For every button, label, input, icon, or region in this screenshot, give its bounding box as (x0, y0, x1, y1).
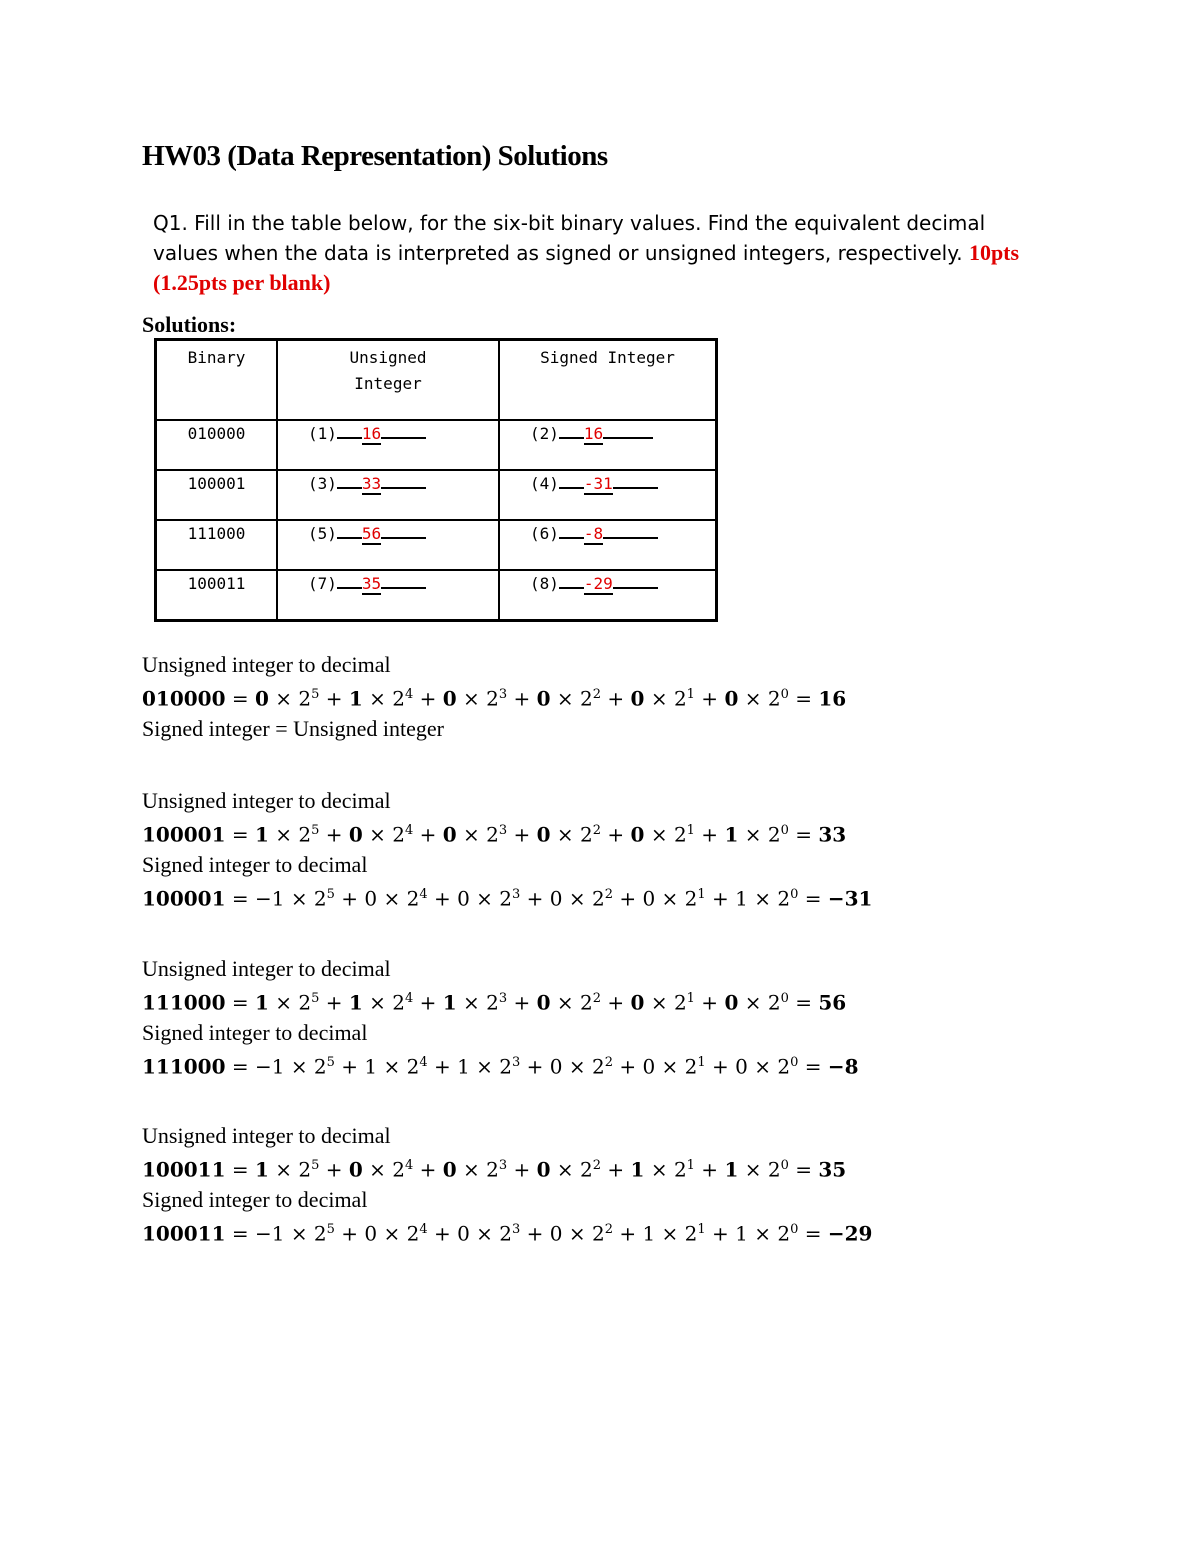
unsigned-cell: (5) 56 (277, 520, 499, 570)
unsigned-cell: (7) 35 (277, 570, 499, 621)
table-row (156, 570, 717, 621)
question-q1 (153, 208, 1053, 298)
equation: $100011 = -1 \times 2^5 + 0 \times 2^4 + 0 \times 2^3 + 0 \times 2^2 + 1 \times 2^1 + 1 \times 2^0 = -29$ (142, 1221, 873, 1246)
binary-cell: 100001 (156, 470, 278, 520)
question-points: 10pts (1.25pts per blank) (153, 240, 1020, 295)
equation: $100001 = -1 \times 2^5 + 0 \times 2^4 + 0 \times 2^3 + 0 \times 2^2 + 0 \times 2^1 + 1 \times 2^0 = -31$ (142, 886, 873, 911)
table-row (156, 420, 717, 470)
signed-cell: (2) 16 (499, 420, 717, 470)
header-unsigned: Unsigned Integer (277, 340, 499, 421)
work-block-1 (142, 650, 846, 744)
unsigned-cell: (1) 16 (277, 420, 499, 470)
binary-cell: 100011 (156, 570, 278, 621)
signed-cell: (6) -8 (499, 520, 717, 570)
equation: $100001 = 1 \times 2^5 + 0 \times 2^4 + 0 \times 2^3 + 0 \times 2^2 + 0 \times 2^1 + 1 \times 2^0 = 33$ (142, 822, 847, 847)
table-header-row (156, 340, 717, 421)
table-row (156, 470, 717, 520)
unsigned-label: Unsigned integer to decimal (142, 788, 391, 813)
work-block-3 (142, 954, 859, 1081)
work-block-2 (142, 786, 872, 913)
unsigned-label: Unsigned integer to decimal (142, 956, 391, 981)
answer-table (154, 338, 718, 622)
equation: $010000 = 0 \times 2^5 + 1 \times 2^4 + 0 \times 2^3 + 0 \times 2^2 + 0 \times 2^1 + 0 \times 2^0 = 16$ (142, 686, 847, 711)
header-signed: Signed Integer (499, 340, 717, 421)
equation: $111000 = 1 \times 2^5 + 1 \times 2^4 + 1 \times 2^3 + 0 \times 2^2 + 0 \times 2^1 + 0 \times 2^0 = 56$ (142, 990, 847, 1015)
question-text: Q1. Fill in the table below, for the six-bit binary values. Find the equivalent decimal values when the data is interpreted as signed or unsigned integers, respectively. (153, 211, 986, 265)
equation: $100011 = 1 \times 2^5 + 0 \times 2^4 + 0 \times 2^3 + 0 \times 2^2 + 1 \times 2^1 + 1 \times 2^0 = 35$ (142, 1157, 847, 1182)
solutions-label: Solutions: (142, 312, 237, 337)
binary-cell: 111000 (156, 520, 278, 570)
unsigned-label: Unsigned integer to decimal (142, 652, 391, 677)
unsigned-cell: (3) 33 (277, 470, 499, 520)
equation: $111000 = -1 \times 2^5 + 1 \times 2^4 + 1 \times 2^3 + 0 \times 2^2 + 0 \times 2^1 + 0 \times 2^0 = -8$ (142, 1054, 859, 1079)
signed-label: Signed integer to decimal (142, 851, 368, 877)
signed-cell: (8) -29 (499, 570, 717, 621)
equation-note: Signed integer = Unsigned integer (142, 715, 445, 741)
binary-cell: 010000 (156, 420, 278, 470)
work-block-4 (142, 1121, 872, 1248)
unsigned-label: Unsigned integer to decimal (142, 1123, 391, 1148)
signed-cell: (4) -31 (499, 470, 717, 520)
page-title: HW03 (Data Representation) Solutions (142, 140, 608, 172)
signed-label: Signed integer to decimal (142, 1019, 368, 1045)
table-row (156, 520, 717, 570)
header-binary: Binary (156, 340, 278, 421)
signed-label: Signed integer to decimal (142, 1186, 368, 1212)
